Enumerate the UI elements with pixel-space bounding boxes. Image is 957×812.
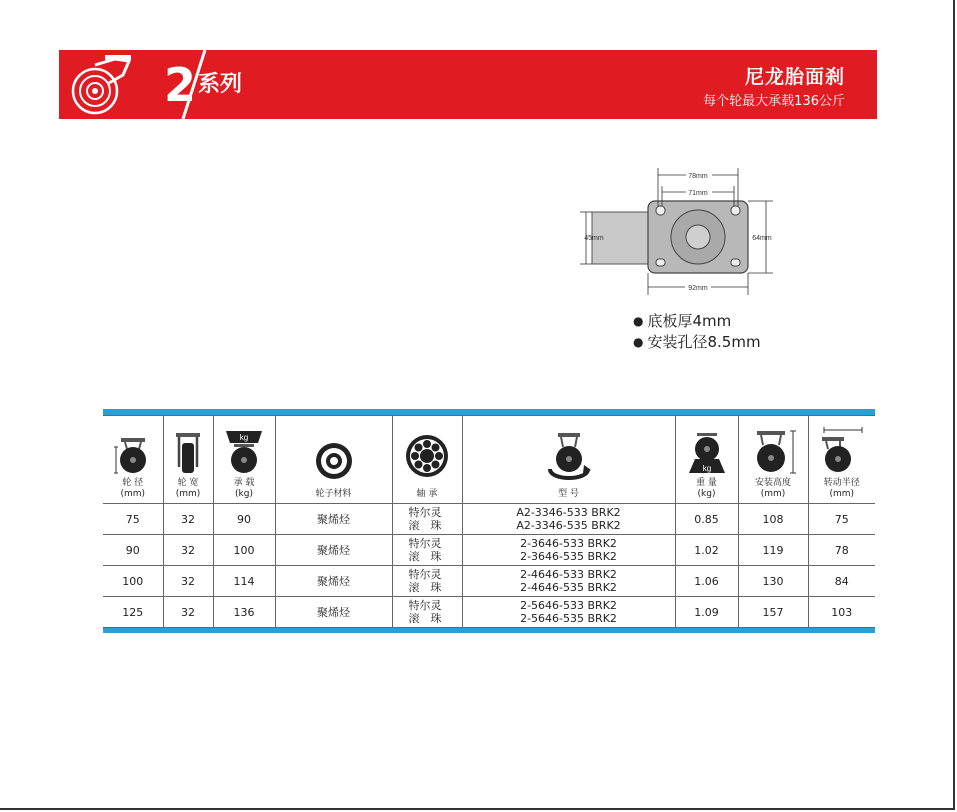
header-weight-label: 重 量 [696, 478, 717, 488]
cell-weight: 1.02 [675, 535, 738, 566]
spec-hole-diameter: ● 安装孔径8.5mm [633, 332, 761, 353]
series-banner [59, 50, 877, 119]
cell-load: 90 [213, 504, 275, 535]
dim-top-inner-label: 71mm [688, 190, 708, 197]
dim-left-label: 45mm [584, 235, 604, 242]
header-load-label: 承 载 [233, 478, 255, 488]
table-bottom-bar [103, 628, 875, 633]
cell-model-line1: 2-5646-533 BRK2 [520, 599, 617, 612]
cell-model-line2: A2-3346-535 BRK2 [516, 519, 621, 532]
cell-model [462, 504, 675, 535]
top-plate-diagram [578, 160, 778, 300]
table-header-row [103, 416, 875, 504]
cell-height: 157 [738, 597, 808, 628]
cell-bearing-line2: 滚 珠 [408, 519, 442, 532]
cell-width: 32 [163, 566, 213, 597]
cell-diameter: 75 [103, 504, 163, 535]
cell-model [462, 597, 675, 628]
cell-model [462, 535, 675, 566]
cell-model-line1: 2-3646-533 BRK2 [520, 537, 617, 550]
cell-radius: 84 [808, 566, 875, 597]
bearing-icon [404, 433, 450, 479]
header-mount-height-unit: (mm) [760, 489, 786, 499]
header-model-label: 型 号 [558, 489, 579, 499]
weight-icon [685, 431, 729, 475]
cell-height: 108 [738, 504, 808, 535]
weight-kg-badge: kg [702, 464, 711, 473]
cell-material: 聚烯烃 [275, 597, 392, 628]
cell-bearing-line2: 滚 珠 [408, 612, 442, 625]
header-swivel-radius-unit: (mm) [829, 489, 855, 499]
header-model [462, 416, 675, 504]
header-mount-height-label: 安装高度 [754, 478, 791, 488]
header-bearing-label: 轴 承 [416, 489, 438, 499]
cell-bearing-line2: 滚 珠 [408, 550, 442, 563]
cell-bearing [392, 566, 462, 597]
plate-specs [633, 311, 761, 353]
header-load-unit: (kg) [235, 489, 253, 499]
cell-weight: 1.06 [675, 566, 738, 597]
header-diameter-unit: (mm) [120, 489, 146, 499]
cell-load: 114 [213, 566, 275, 597]
cell-material: 聚烯烃 [275, 504, 392, 535]
cell-weight: 1.09 [675, 597, 738, 628]
cell-width: 32 [163, 597, 213, 628]
cell-width: 32 [163, 504, 213, 535]
swivel-radius-icon [816, 425, 868, 475]
load-capacity-icon [222, 429, 266, 475]
series-number: 2 [164, 58, 197, 112]
cell-height: 130 [738, 566, 808, 597]
table-row [103, 504, 875, 535]
header-load [213, 416, 275, 504]
header-width-unit: (mm) [175, 489, 201, 499]
header-diameter [103, 416, 163, 504]
spec-plate-thickness: ● 底板厚4mm [633, 311, 761, 332]
header-swivel-radius [808, 416, 875, 504]
header-diameter-label: 轮 径 [122, 478, 144, 488]
cell-model-line1: A2-3346-533 BRK2 [516, 506, 621, 519]
dim-top-outer-label: 78mm [688, 173, 708, 180]
cell-model-line2: 2-4646-535 BRK2 [520, 581, 617, 594]
header-weight-unit: (kg) [697, 489, 716, 499]
product-subtitle: 每个轮最大承载136公斤 [703, 94, 845, 109]
wheel-material-icon [314, 441, 354, 481]
cell-radius: 75 [808, 504, 875, 535]
cell-load: 100 [213, 535, 275, 566]
cell-diameter: 125 [103, 597, 163, 628]
table-row [103, 597, 875, 628]
series-label: 系列 [198, 72, 243, 97]
header-material [275, 416, 392, 504]
table-row [103, 566, 875, 597]
cell-radius: 78 [808, 535, 875, 566]
spec-table [103, 409, 875, 633]
cell-material: 聚烯烃 [275, 535, 392, 566]
cell-bearing-line1: 特尔灵 [408, 506, 442, 519]
cell-diameter: 90 [103, 535, 163, 566]
header-width [163, 416, 213, 504]
series-heading [164, 60, 242, 110]
table-row [103, 535, 875, 566]
cell-material: 聚烯烃 [275, 566, 392, 597]
cell-radius: 103 [808, 597, 875, 628]
cell-model-line2: 2-5646-535 BRK2 [520, 612, 617, 625]
wheel-diameter-icon [113, 435, 153, 475]
cell-load: 136 [213, 597, 275, 628]
dim-right-label: 64mm [752, 235, 772, 242]
load-kg-badge: kg [239, 433, 249, 442]
mounting-height-icon [747, 429, 799, 475]
caster-logo-icon [65, 53, 135, 115]
cell-bearing-line1: 特尔灵 [408, 599, 442, 612]
cell-bearing [392, 597, 462, 628]
cell-width: 32 [163, 535, 213, 566]
header-mount-height [738, 416, 808, 504]
cell-model [462, 566, 675, 597]
cell-model-line1: 2-4646-533 BRK2 [520, 568, 617, 581]
header-weight [675, 416, 738, 504]
header-width-label: 轮 宽 [177, 478, 199, 488]
cell-bearing-line1: 特尔灵 [408, 568, 442, 581]
header-bearing [392, 416, 462, 504]
cell-weight: 0.85 [675, 504, 738, 535]
cell-bearing-line2: 滚 珠 [408, 581, 442, 594]
product-title: 尼龙胎面刹 [744, 66, 845, 88]
cell-bearing [392, 504, 462, 535]
wheel-width-icon [172, 431, 204, 475]
header-swivel-radius-label: 转动半径 [823, 478, 860, 488]
cell-diameter: 100 [103, 566, 163, 597]
cell-model-line2: 2-3646-535 BRK2 [520, 550, 617, 563]
dim-bottom-label: 92mm [688, 285, 708, 292]
cell-bearing [392, 535, 462, 566]
header-material-label: 轮子材料 [315, 489, 352, 499]
cell-height: 119 [738, 535, 808, 566]
cell-bearing-line1: 特尔灵 [408, 537, 442, 550]
swivel-caster-icon [544, 431, 594, 483]
